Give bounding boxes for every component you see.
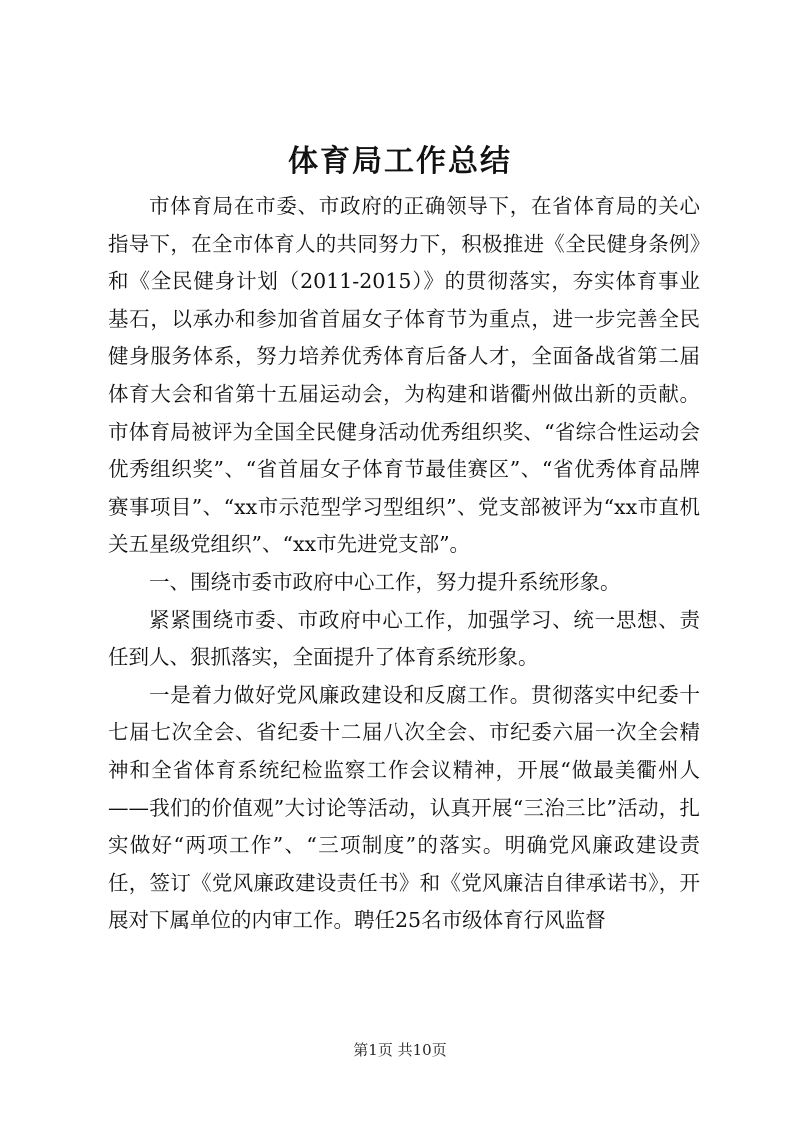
paragraph-section-heading: 一、围绕市委市政府中心工作，努力提升系统形象。 xyxy=(149,569,621,594)
document-title: 体育局工作总结 xyxy=(288,144,512,179)
page-footer: 第1页 共10页 xyxy=(353,1041,447,1059)
document-body xyxy=(108,188,700,940)
paragraph-point-one: 一是着力做好党风廉政建设和反腐工作。贯彻落实中纪委十七届七次全会、省纪委十二届八次全会、市纪委六届一次全会精神和全省体育系统纪检监察工作会议精神，开展“做最美衢州人——我们的价值观”大讨论等活动，认真开展“三治三比”活动，扎实做好“两项工作”、“三项制度”的落实。明确党风廉政建设责任，签订《党风廉政建设责任书》和《党风廉洁自律承诺书》，开展对下属单位的内审工作。聘任25名市级体育行风监督 xyxy=(108,682,700,933)
paragraph-section-summary: 紧紧围绕市委、市政府中心工作，加强学习、统一思想、责任到人、狠抓落实，全面提升了体育系统形象。 xyxy=(108,607,700,670)
paragraph-intro: 市体育局在市委、市政府的正确领导下，在省体育局的关心指导下，在全市体育人的共同努力下，积极推进《全民健身条例》和《全民健身计划（2011-2015）》的贯彻落实，夯实体育事业基石，以承办和参加省首届女子体育节为重点，进一步完善全民健身服务体系，努力培养优秀体育后备人才，全面备战省第二届体育大会和省第十五届运动会，为构建和谐衢州做出新的贡献。市体育局被评为全国全民健身活动优秀组织奖、“省综合性运动会优秀组织奖”、“省首届女子体育节最佳赛区”、“省优秀体育品牌赛事项目”、“xx市示范型学习型组织”、党支部被评为“xx市直机关五星级党组织”、“xx市先进党支部”。 xyxy=(108,194,700,557)
